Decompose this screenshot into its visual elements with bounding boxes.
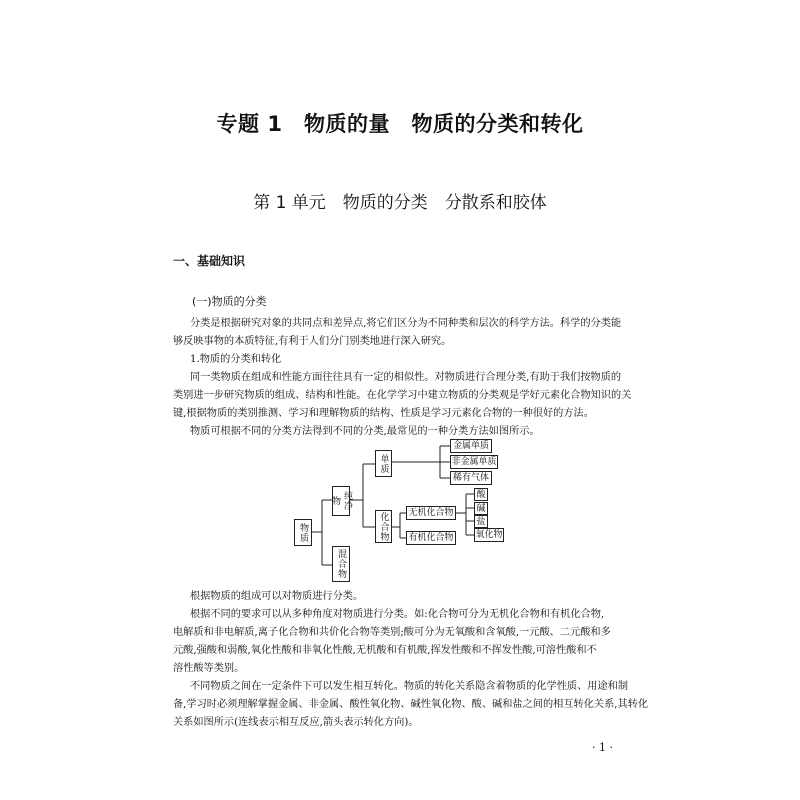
node-organic-compound: 有机化合物 bbox=[406, 531, 456, 545]
item-1-title: 1.物质的分类和转化 bbox=[190, 354, 282, 365]
node-acid: 酸 bbox=[474, 488, 488, 501]
paragraph-4: 根据物质的组成可以对物质进行分类。 bbox=[190, 591, 364, 602]
text-line: 同一类物质在组成和性能方面往往具有一定的相似性。对物质进行合理分类,有助于我们按物质的 bbox=[190, 372, 622, 383]
node-noble-gas: 稀有气体 bbox=[450, 471, 492, 485]
text-line: 类别进一步研究物质的组成、结构和性能。在化学学习中建立物质的分类观是学好元素化合物知识的关 bbox=[173, 390, 632, 401]
unit-title: 第 1 单元 物质的分类 分散系和胶体 bbox=[253, 193, 547, 213]
chapter-title: 专题 1 物质的量 物质的分类和转化 bbox=[216, 112, 584, 136]
page-number: · 1 · bbox=[592, 741, 613, 754]
text-line: 备,学习时必须理解掌握金属、非金属、酸性氧化物、碱性氧化物、酸、碱和盐之间的相互转化关系,其转化 bbox=[173, 699, 649, 710]
paragraph-3: 物质可根据不同的分类方法得到不同的分类,最常见的一种分类方法如图所示。 bbox=[190, 426, 540, 437]
text-line: 分类是根据研究对象的共同点和差异点,将它们区分为不同种类和层次的科学方法。科学的分类能 bbox=[190, 318, 622, 329]
text-line: 电解质和非电解质,离子化合物和共价化合物等类别;酸可分为无氧酸和含氧酸,一元酸、二元酸和多 bbox=[173, 627, 611, 638]
node-base: 碱 bbox=[474, 502, 488, 515]
node-salt: 盐 bbox=[474, 515, 488, 528]
subsection-heading: (一)物质的分类 bbox=[192, 295, 267, 308]
node-substance: 物质 bbox=[294, 519, 312, 546]
node-element: 单质 bbox=[375, 450, 392, 477]
node-mixture: 混合物 bbox=[332, 546, 350, 582]
node-pure-substance: 纯净物 bbox=[332, 486, 350, 516]
text-line: 够反映事物的本质特征,有利于人们分门别类地进行深入研究。 bbox=[173, 336, 452, 347]
text-line: 元酸,强酸和弱酸,氧化性酸和非氧化性酸,无机酸和有机酸,挥发性酸和不挥发性酸,可溶性酸和不 bbox=[173, 645, 597, 656]
text-line: 根据不同的要求可以从多种角度对物质进行分类。如:化合物可分为无机化合物和有机化合物, bbox=[190, 609, 605, 620]
text-line: 关系如图所示(连线表示相互反应,箭头表示转化方向)。 bbox=[173, 717, 419, 728]
node-inorganic-compound: 无机化合物 bbox=[406, 506, 456, 520]
section-heading: 一、基础知识 bbox=[173, 254, 246, 268]
text-line: 溶性酸等类别。 bbox=[173, 663, 245, 674]
node-nonmetal-element: 非金属单质 bbox=[451, 457, 497, 467]
node-metal-element: 金属单质 bbox=[450, 439, 492, 453]
text-line: 键,根据物质的类别推测、学习和理解物质的结构、性质是学习元素化合物的一种很好的方法。 bbox=[173, 408, 594, 419]
node-compound: 化合物 bbox=[375, 510, 392, 543]
node-oxide: 氧化物 bbox=[475, 530, 503, 540]
text-line: 不同物质之间在一定条件下可以发生相互转化。物质的转化关系隐含着物质的化学性质、用途和制 bbox=[190, 681, 629, 692]
